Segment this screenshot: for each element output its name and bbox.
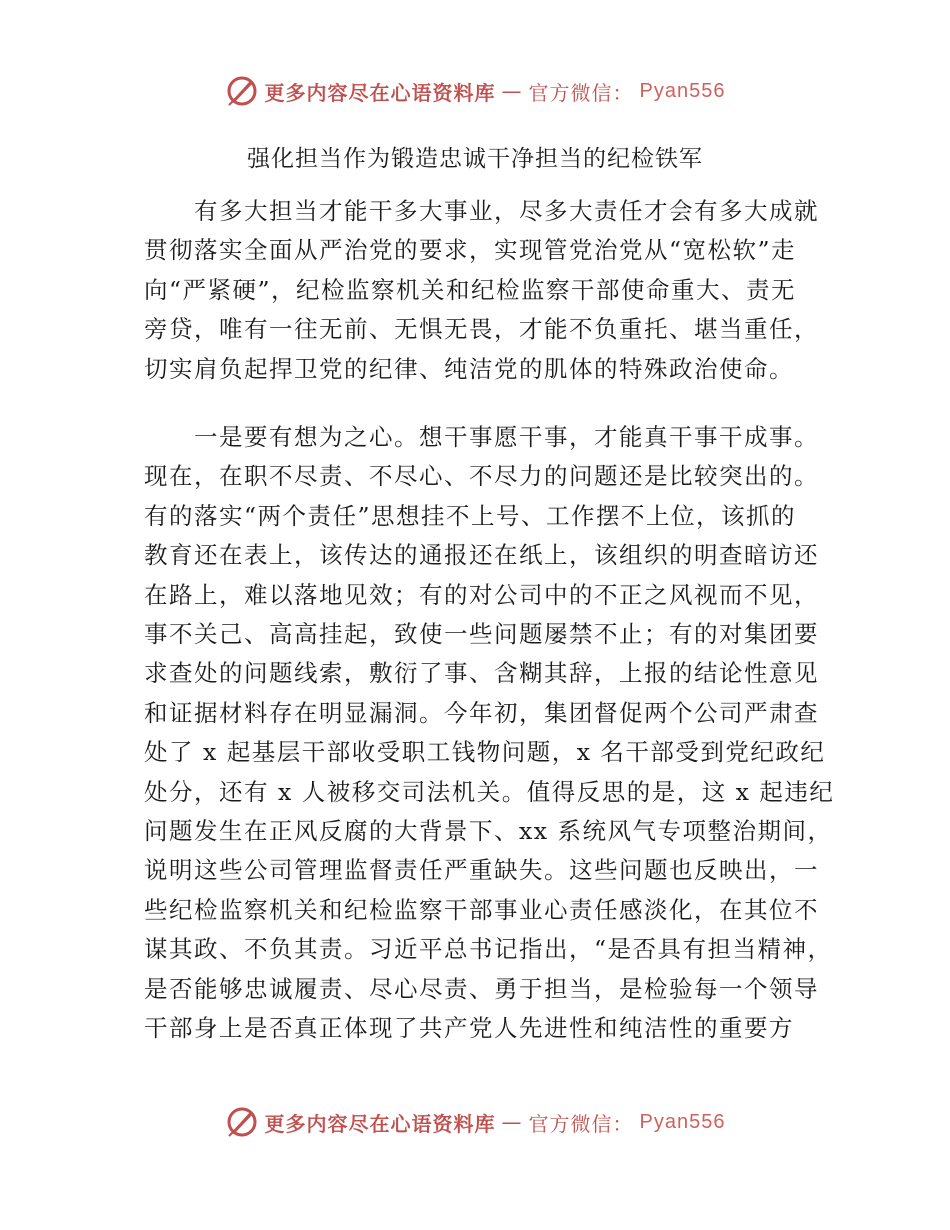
- text-line: 现在，在职不尽责、不尽心、不尽力的问题还是比较突出的。: [144, 462, 819, 491]
- banner-sub-text: 官方微信：: [528, 1111, 634, 1136]
- text-line: 有的落实“两个责任”思想挂不上号、工作摆不上位，该抓的: [144, 501, 797, 530]
- text-line: 旁贷，唯有一往无前、无惧无畏，才能不负重托、堪当重任，: [144, 315, 819, 344]
- text-line: 说明这些公司管理监督责任严重缺失。这些问题也反映出，一: [144, 856, 819, 885]
- text-line: 一是要有想为之心。想干事愿干事，才能真干事干成事。: [144, 423, 819, 451]
- paragraph-2: [144, 418, 835, 1049]
- banner-main-text: 更多内容尽在心语资料库: [264, 80, 496, 105]
- paragraph-1: [144, 192, 819, 389]
- text-line: 事不关己、高高挂起，致使一些问题屡禁不止；有的对集团要: [144, 620, 819, 649]
- text-line: 切实肩负起捍卫党的纪律、纯洁党的肌体的特殊政治使命。: [144, 354, 794, 383]
- banner-dash: —: [501, 1110, 523, 1134]
- text-line: 和证据材料存在明显漏洞。今年初，集团督促两个公司严肃查: [144, 698, 819, 727]
- text-line: 问题发生在正风反腐的大背景下、xx 系统风气专项整治期间，: [144, 817, 833, 846]
- text-line: 谋其政、不负其责。习近平总书记指出，“是否具有担当精神，: [144, 935, 833, 964]
- text-line: 处分，还有 x 人被移交司法机关。值得反思的是，这 x 起违纪: [144, 777, 835, 806]
- banner-wechat-id: Pyan556: [639, 1110, 726, 1133]
- banner-wechat-id: Pyan556: [639, 79, 726, 102]
- text-line: 教育还在表上，该传达的通报还在纸上，该组织的明查暗访还: [144, 541, 819, 570]
- feather-pen-logo-icon: [225, 74, 259, 108]
- text-line: 是否能够忠诚履责、尽心尽责、勇于担当，是检验每一个领导: [144, 974, 819, 1003]
- text-line: 向“严紧硬”，纪检监察机关和纪检监察干部使命重大、责无: [144, 275, 797, 304]
- banner-dash: —: [501, 79, 523, 103]
- text-line: 在路上，难以落地见效；有的对公司中的不正之风视而不见，: [144, 580, 819, 609]
- text-line: 有多大担当才能干多大事业，尽多大责任才会有多大成就: [144, 197, 819, 225]
- header-banner: [0, 72, 950, 110]
- feather-pen-logo-icon: [225, 1105, 259, 1139]
- banner-sub-text: 官方微信：: [528, 80, 634, 105]
- footer-banner: [0, 1103, 950, 1141]
- text-line: 干部身上是否真正体现了共产党人先进性和纯洁性的重要方: [144, 1014, 794, 1043]
- text-line: 贯彻落实全面从严治党的要求，实现管党治党从“宽松软”走: [144, 236, 797, 265]
- document-title: 强化担当作为锻造忠诚干净担当的纪检铁军: [247, 146, 703, 172]
- text-line: 处了 x 起基层干部收受职工钱物问题，x 名干部受到党纪政纪: [144, 738, 826, 767]
- text-line: 求查处的问题线索，敷衍了事、含糊其辞，上报的结论性意见: [144, 659, 819, 688]
- banner-main-text: 更多内容尽在心语资料库: [264, 1111, 496, 1136]
- text-line: 些纪检监察机关和纪检监察干部事业心责任感淡化，在其位不: [144, 895, 819, 924]
